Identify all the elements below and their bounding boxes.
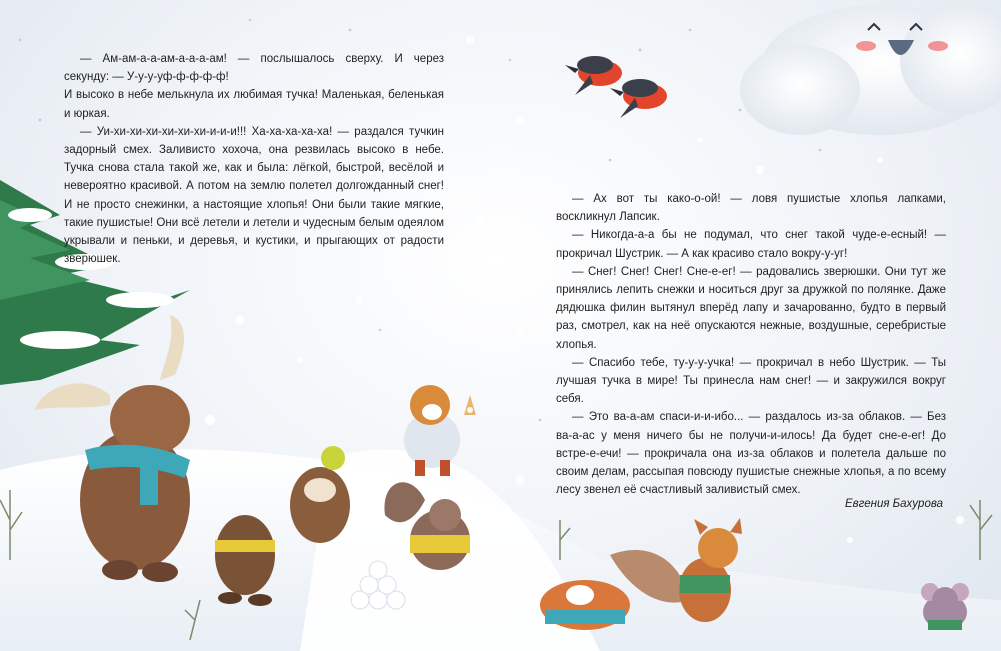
author-name: Евгения Бахурова	[845, 498, 943, 510]
paragraph: И высоко в небе мелькнула их любимая тучка! Маленькая, беленькая и юркая.	[64, 89, 444, 120]
fox-rolling	[540, 580, 630, 630]
paragraph: — Ам-ам-а-а-ам-а-а-а-ам! — послышалось сверху. И через секунду: — У-у-у-уф-ф-ф-ф-ф!	[64, 53, 444, 84]
bullfinch	[610, 79, 667, 118]
story-text-left	[64, 50, 444, 268]
paragraph: — Снег! Снег! Снег! Сне-е-ег! — радовались зверюшки. Они тут же принялись лепить снежки и носиться друг за дружкой по полянке. Даже дядюшка филин вытянул вперёд лапу и зачарованно, будто в первый раз, смотрел, как на неё опускаются нежные, воздушные, серебристые хлопья.	[556, 265, 946, 351]
paragraph: — Ах вот ты како-о-ой! — ловя пушистые хлопья лапками, воскликнул Лапсик.	[556, 193, 946, 224]
paragraph: — Спасибо тебе, ту-у-у-учка! — прокричал в небо Шустрик. — Ты лучшая тучка в мире! Ты принесла нам снег! — и закружился вокруг себя.	[556, 356, 946, 406]
paragraph: — Уи-хи-хи-хи-хи-хи-хи-и-и-и!!! Ха-ха-ха-ха-ха! — раздался тучкин задорный смех. Заливисто хохоча, она резвилась высоко в небе. Тучка снова стала такой же, как и была: лёгкой, быстрой, весёлой и невероятно красивой. А потом на землю полетел долгожданный снег! И не просто снежинки, а настоящие хлопья! Они были такие мягкие, такие пушистые! Они всё летели и летели и чудесным белым одеялом укрывали и пеньки, и деревья, и кустики, и прыгающих от радости зверюшек.	[64, 125, 444, 266]
story-text-right	[556, 190, 946, 499]
paragraph: — Это ва-а-ам спаси-и-и-ибо... — раздалось из-за облаков. — Без ва-а-ас у меня ничего бы не получи-и-илось! Да будет сне-е-ег! До встре-е-ечи! — прокричала она из-за облаков и полетела дальше по своим делам, рассыпая повсюду пушистые снежные хлопья, а по всему лесу звенел её счастливый заливистый смех.	[556, 411, 946, 497]
paragraph: — Никогда-а-а бы не подумал, что снег такой чуде-е-есный! — прокричал Шустрик. — А как красиво стало вокру-у-уг!	[556, 229, 946, 260]
smiling-cloud	[740, 5, 1001, 135]
mouse	[921, 583, 969, 630]
